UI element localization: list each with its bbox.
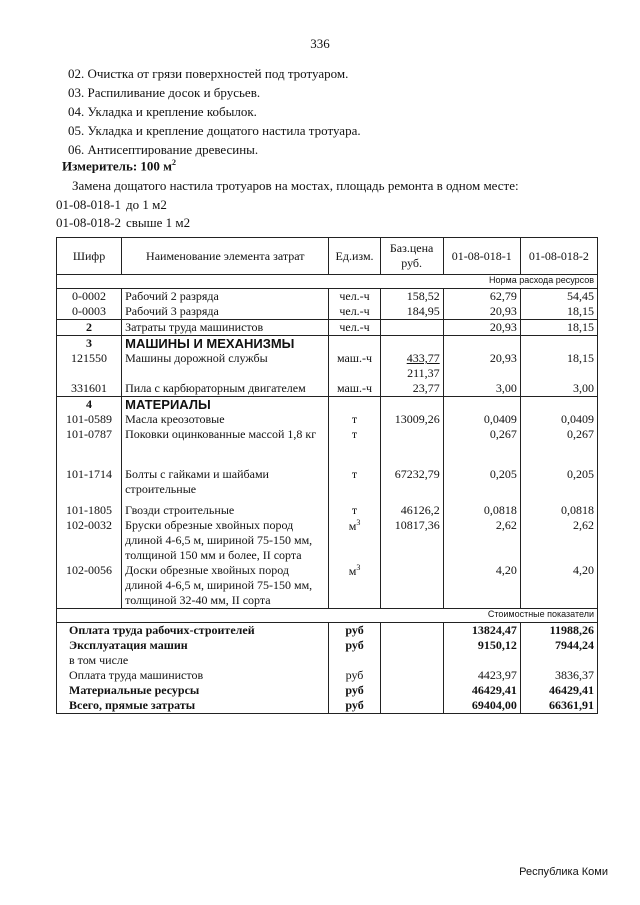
cost-row — [57, 638, 598, 653]
row-name: Пила с карбюраторным двигателем — [122, 381, 329, 397]
header-col1: 01-08-018-1 — [443, 238, 520, 275]
row-price: 13009,26 — [380, 412, 443, 427]
norm-subheader: Норма расхода ресурсов — [57, 275, 598, 289]
cost-value-1: 46429,41 — [443, 683, 520, 698]
row-unit: т — [329, 427, 380, 467]
operation-item: 02. Очистка от грязи поверхностей под тротуаром. — [68, 66, 349, 81]
cost-row — [57, 623, 598, 639]
section-number: 3 — [57, 336, 122, 352]
cost-value-2: 3836,37 — [520, 668, 597, 683]
row-code: 101-1805 — [57, 503, 122, 518]
section-row — [57, 336, 598, 352]
table-row — [57, 289, 598, 305]
row-value-2: 0,0409 — [520, 412, 597, 427]
operations-list — [68, 64, 361, 159]
table-row — [57, 467, 598, 503]
row-value-1: 2,62 — [443, 518, 520, 563]
cost-value-2: 7944,24 — [520, 638, 597, 653]
table-row — [57, 518, 598, 563]
table-row — [57, 427, 598, 467]
row-value-2: 0,205 — [520, 467, 597, 503]
page-number: 336 — [310, 36, 330, 51]
row-value-1: 20,93 — [443, 320, 520, 336]
row-value-2: 18,15 — [520, 304, 597, 320]
table-row — [57, 320, 598, 336]
row-code: 0-0003 — [57, 304, 122, 320]
row-code: 102-0032 — [57, 518, 122, 563]
footer-region: Республика Коми — [519, 866, 608, 878]
row-value-2: 3,00 — [520, 381, 597, 397]
cost-name: Материальные ресурсы — [57, 683, 329, 698]
cost-row — [57, 683, 598, 698]
cost-value-1: 69404,00 — [443, 698, 520, 714]
row-name: Рабочий 2 разряда — [122, 289, 329, 305]
row-price: 184,95 — [380, 304, 443, 320]
row-value-1: 62,79 — [443, 289, 520, 305]
row-price — [380, 320, 443, 336]
row-unit: $м^3$ — [329, 563, 380, 609]
row-value-1: 0,267 — [443, 427, 520, 467]
header-base-price: Баз.цена руб. — [380, 238, 443, 275]
row-code: 2 — [57, 320, 122, 336]
row-unit: маш.-ч — [329, 351, 380, 381]
row-value-2: 18,15 — [520, 351, 597, 381]
cost-name: Эксплуатация машин — [57, 638, 329, 653]
cost-value-1: 13824,47 — [443, 623, 520, 639]
cost-unit: руб — [329, 683, 380, 698]
row-value-2: 2,62 — [520, 518, 597, 563]
table-row — [57, 412, 598, 427]
row-value-1: 4,20 — [443, 563, 520, 609]
row-price — [380, 427, 443, 467]
row-value-2: 0,0818 — [520, 503, 597, 518]
cost-unit: руб — [329, 623, 380, 639]
header-name: Наименование элемента затрат — [122, 238, 329, 275]
row-value-1: 0,205 — [443, 467, 520, 503]
code-list — [56, 196, 190, 232]
row-price: 46126,2 — [380, 503, 443, 518]
row-value-1: 20,93 — [443, 351, 520, 381]
row-name: Доски обрезные хвойных пород длиной 4-6,5 м, шириной 75-150 мм, толщиной 32-40 мм, II сорта — [122, 563, 329, 609]
cost-unit: руб — [329, 698, 380, 714]
cost-name: Всего, прямые затраты — [57, 698, 329, 714]
cost-row — [57, 653, 598, 668]
row-unit: т — [329, 412, 380, 427]
row-name: Машины дорожной службы — [122, 351, 329, 381]
row-price — [380, 563, 443, 609]
table-row — [57, 503, 598, 518]
row-price: 23,77 — [380, 381, 443, 397]
section-title: МАТЕРИАЛЫ — [122, 397, 329, 413]
cost-name: Оплата труда рабочих-строителей — [57, 623, 329, 639]
row-unit: т — [329, 467, 380, 503]
row-value-1: 0,0409 — [443, 412, 520, 427]
header-cipher: Шифр — [57, 238, 122, 275]
operation-item: 03. Распиливание досок и брусьев. — [68, 85, 261, 100]
row-code: 121550 — [57, 351, 122, 381]
row-name: Рабочий 3 разряда — [122, 304, 329, 320]
row-code: 101-0589 — [57, 412, 122, 427]
row-price: 433,77 211,37 — [380, 351, 443, 381]
section-number: 4 — [57, 397, 122, 413]
cost-unit: руб — [329, 638, 380, 653]
row-value-1: 20,93 — [443, 304, 520, 320]
row-value-1: 0,0818 — [443, 503, 520, 518]
measure-unit: Измеритель: 100 $м^2$ — [62, 158, 177, 174]
operation-item: 04. Укладка и крепление кобылок. — [68, 104, 257, 119]
header-col2: 01-08-018-2 — [520, 238, 597, 275]
row-value-2: 18,15 — [520, 320, 597, 336]
operation-item: 05. Укладка и крепление дощатого настила тротуара. — [68, 123, 361, 138]
row-value-1: 3,00 — [443, 381, 520, 397]
cost-value-2: 66361,91 — [520, 698, 597, 714]
row-code: 331601 — [57, 381, 122, 397]
row-name: Бруски обрезные хвойных пород длиной 4-6,5 м, шириной 75-150 мм, толщиной 150 мм и более, II сорта — [122, 518, 329, 563]
code-item: 01-08-018-1 до 1 м2 — [56, 197, 167, 212]
cost-row — [57, 668, 598, 683]
header-unit: Ед.изм. — [329, 238, 380, 275]
row-code: 101-1714 — [57, 467, 122, 503]
row-code: 0-0002 — [57, 289, 122, 305]
cost-row — [57, 698, 598, 714]
section-row — [57, 397, 598, 413]
cost-unit: руб — [329, 668, 380, 683]
section-title: МАШИНЫ И МЕХАНИЗМЫ — [122, 336, 329, 352]
cost-value-1: 9150,12 — [443, 638, 520, 653]
code-item: 01-08-018-2 свыше 1 м2 — [56, 215, 191, 230]
resource-table — [56, 237, 598, 714]
row-unit: $м^3$ — [329, 518, 380, 563]
table-row — [57, 351, 598, 381]
row-name: Затраты труда машинистов — [122, 320, 329, 336]
row-code: 101-0787 — [57, 427, 122, 467]
row-name: Масла креозотовые — [122, 412, 329, 427]
cost-value-1: 4423,97 — [443, 668, 520, 683]
cost-value-2: 46429,41 — [520, 683, 597, 698]
row-value-2: 4,20 — [520, 563, 597, 609]
table-row — [57, 381, 598, 397]
row-unit: чел.-ч — [329, 304, 380, 320]
row-name: Поковки оцинкованные массой 1,8 кг — [122, 427, 329, 467]
row-unit: маш.-ч — [329, 381, 380, 397]
row-name: Болты с гайками и шайбами строительные — [122, 467, 329, 503]
replacement-description: Замена дощатого настила тротуаров на мостах, площадь ремонта в одном месте: — [72, 178, 519, 193]
row-price: 158,52 — [380, 289, 443, 305]
row-value-2: 54,45 — [520, 289, 597, 305]
table-row — [57, 563, 598, 609]
row-unit: т — [329, 503, 380, 518]
row-unit: чел.-ч — [329, 289, 380, 305]
table-header-row — [57, 238, 598, 275]
cost-value-2: 11988,26 — [520, 623, 597, 639]
row-price: 67232,79 — [380, 467, 443, 503]
row-code: 102-0056 — [57, 563, 122, 609]
row-value-2: 0,267 — [520, 427, 597, 467]
row-price: 10817,36 — [380, 518, 443, 563]
cost-name: Оплата труда машинистов — [57, 668, 329, 683]
row-unit: чел.-ч — [329, 320, 380, 336]
cost-subheader: Стоимостные показатели — [57, 609, 598, 623]
row-name: Гвозди строительные — [122, 503, 329, 518]
table-row — [57, 304, 598, 320]
cost-name: в том числе — [57, 653, 329, 668]
operation-item: 06. Антисептирование древесины. — [68, 142, 259, 157]
